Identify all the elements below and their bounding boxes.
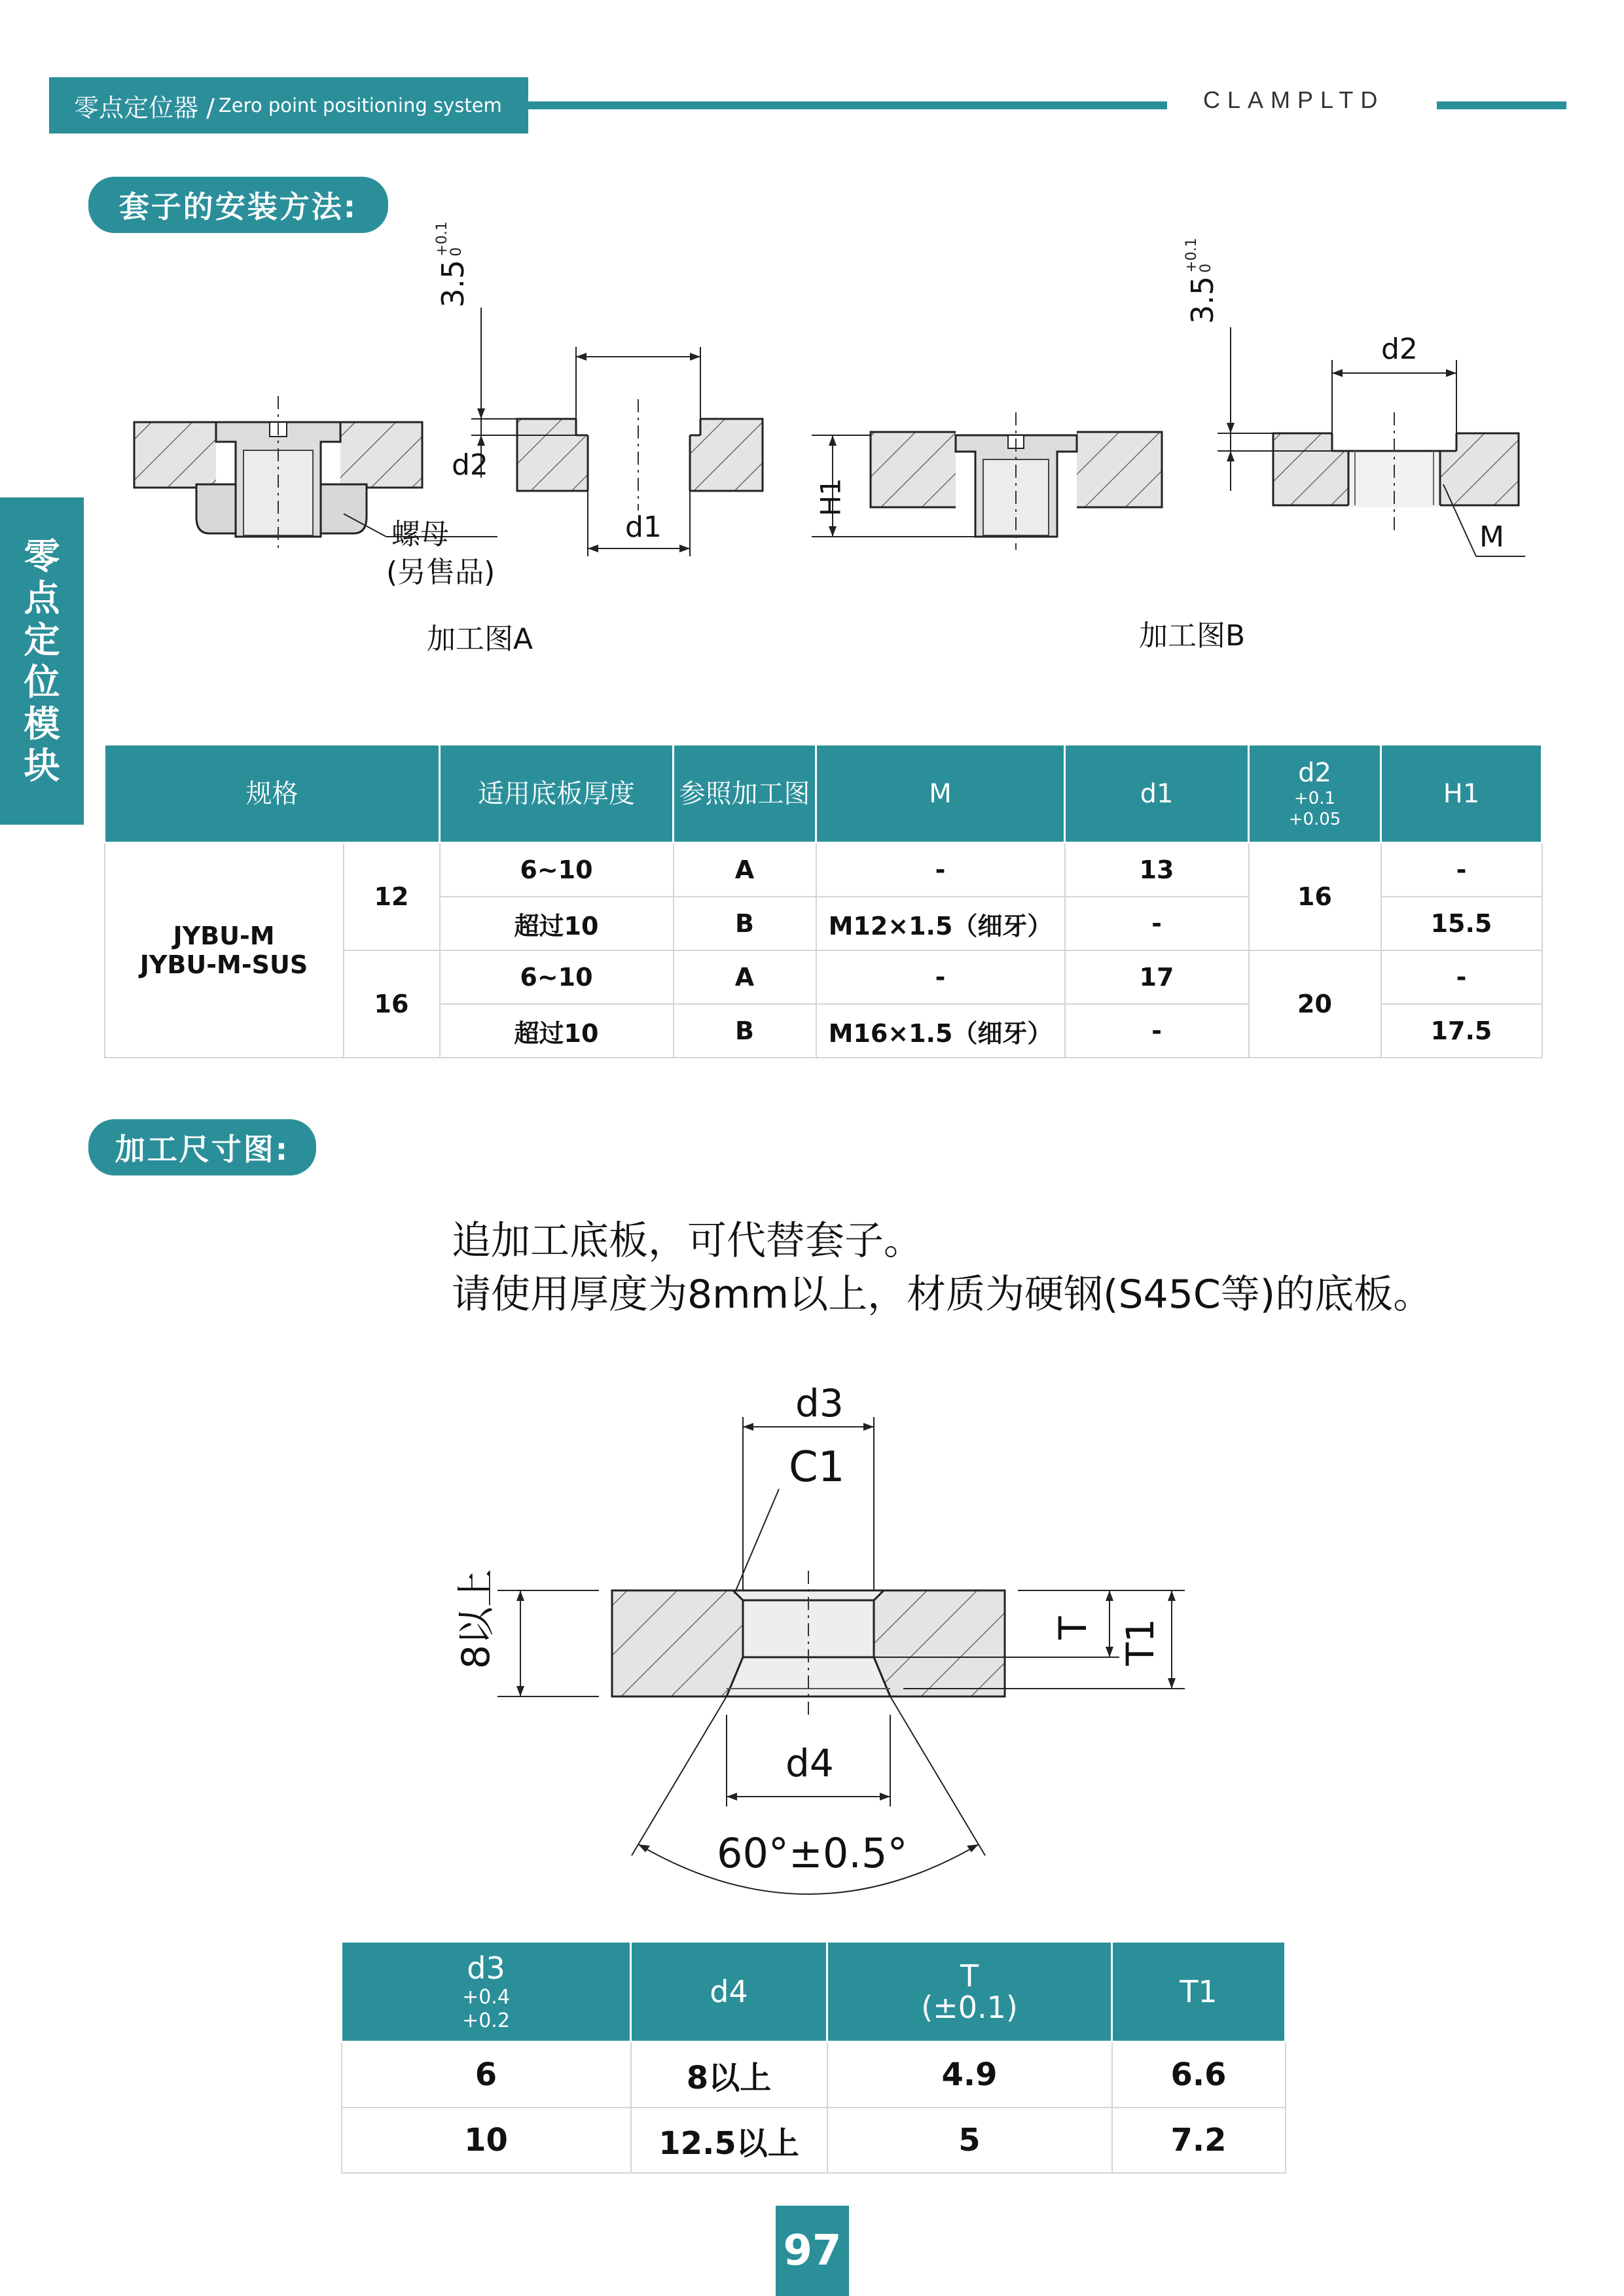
figC-label-angle: 60°±0.5° bbox=[717, 1829, 908, 1877]
side-tab-char: 定 bbox=[24, 619, 60, 661]
size-cell: 12 bbox=[344, 843, 440, 951]
figC-label-t: T bbox=[1051, 1616, 1095, 1640]
side-tab-char: 位 bbox=[24, 661, 60, 703]
h1-cell: - bbox=[1381, 950, 1542, 1004]
header-title-en: Zero point positioning system bbox=[218, 94, 502, 117]
m-cell: M16×1.5（细牙） bbox=[816, 1004, 1065, 1058]
m-cell: - bbox=[816, 843, 1065, 897]
t1-cell: 7.2 bbox=[1112, 2108, 1286, 2173]
figB-label-m: M bbox=[1479, 520, 1504, 554]
figC-label-c1: C1 bbox=[789, 1443, 845, 1492]
ref-cell: A bbox=[674, 843, 816, 897]
figC-label-d3: d3 bbox=[795, 1381, 844, 1426]
d1-cell: - bbox=[1065, 897, 1249, 950]
header-rule-right bbox=[1437, 101, 1566, 109]
h1-cell: 15.5 bbox=[1381, 897, 1542, 950]
d3-cell: 10 bbox=[342, 2108, 631, 2173]
spec-table bbox=[103, 744, 1543, 1058]
d1-cell: - bbox=[1065, 1004, 1249, 1058]
d2-cell: 16 bbox=[1249, 843, 1381, 951]
side-tab-char: 点 bbox=[24, 577, 60, 619]
d3-cell: 6 bbox=[342, 2042, 631, 2108]
side-tab-char: 模 bbox=[24, 703, 60, 745]
d4-cell: 8以上 bbox=[631, 2042, 827, 2108]
figA-label-nut-note: (另售品) bbox=[386, 556, 496, 589]
note-line-2: 请使用厚度为8mm以上，材质为硬钢(S45C等)的底板。 bbox=[452, 1272, 1433, 1318]
t-cell: 5 bbox=[827, 2108, 1112, 2173]
d1-cell: 17 bbox=[1065, 950, 1249, 1004]
model-cell: JYBU-M JYBU-M-SUS bbox=[105, 843, 344, 1058]
m-cell: M12×1.5（细牙） bbox=[816, 897, 1065, 950]
thickness-cell: 6~10 bbox=[440, 950, 674, 1004]
ref-cell: B bbox=[674, 1004, 816, 1058]
figB-caption: 加工图B bbox=[1139, 619, 1246, 653]
header-title-cn: 零点定位器 / bbox=[74, 93, 215, 122]
figB-label-d2: d2 bbox=[1381, 332, 1418, 366]
note-line-1: 追加工底板，可代替套子。 bbox=[452, 1218, 923, 1264]
install-diagrams bbox=[0, 288, 1624, 681]
figB-label-h1: H1 bbox=[814, 478, 847, 516]
figB-depth-dim: 3.5 +0.1 0 bbox=[1183, 238, 1220, 324]
figA-bore bbox=[471, 308, 763, 556]
th-d1: d1 bbox=[1065, 745, 1249, 843]
figC-label-thickness: 8以上 bbox=[454, 1569, 498, 1669]
figA-caption: 加工图A bbox=[427, 622, 533, 656]
section-title-machining: 加工尺寸图: bbox=[88, 1119, 316, 1175]
t1-cell: 6.6 bbox=[1112, 2042, 1286, 2108]
h1-cell: - bbox=[1381, 843, 1542, 897]
side-tab-char: 块 bbox=[24, 745, 60, 787]
th-t: T (±0.1) bbox=[827, 1942, 1112, 2042]
brand-name: CLAMPLTD bbox=[1203, 86, 1385, 113]
th-d4: d4 bbox=[631, 1942, 827, 2042]
spec-table-header bbox=[105, 745, 1542, 843]
d4-cell: 12.5以上 bbox=[631, 2108, 827, 2173]
thickness-cell: 超过10 bbox=[440, 1004, 674, 1058]
th-d3: d3 +0.4 +0.2 bbox=[342, 1942, 631, 2042]
header-title-box bbox=[49, 77, 528, 134]
figB-assembly bbox=[812, 412, 1162, 550]
h1-cell: 17.5 bbox=[1381, 1004, 1542, 1058]
table-row bbox=[342, 2042, 1286, 2108]
th-h1: H1 bbox=[1381, 745, 1542, 843]
t-cell: 4.9 bbox=[827, 2042, 1112, 2108]
side-tab-char: 零 bbox=[24, 535, 60, 577]
table-row bbox=[105, 843, 1542, 897]
figC-label-d4: d4 bbox=[785, 1741, 834, 1785]
figA-label-d2: d2 bbox=[452, 448, 488, 482]
figA-label-nut: 螺母 bbox=[391, 518, 449, 551]
header-rule-left bbox=[528, 101, 1167, 109]
machining-note bbox=[452, 1214, 1432, 1321]
th-thickness: 适用底板厚度 bbox=[440, 745, 674, 843]
figA-depth-dim: 3.5 +0.1 0 bbox=[434, 221, 471, 308]
figC-label-t1: T1 bbox=[1118, 1618, 1163, 1666]
dimension-table bbox=[340, 1941, 1286, 2174]
figA-label-d1: d1 bbox=[625, 511, 662, 544]
dim-table-header bbox=[342, 1942, 1286, 2042]
size-cell: 16 bbox=[344, 950, 440, 1058]
th-d2: d2 +0.1 +0.05 bbox=[1249, 745, 1381, 843]
thickness-cell: 超过10 bbox=[440, 897, 674, 950]
thickness-cell: 6~10 bbox=[440, 843, 674, 897]
page-number: 97 bbox=[776, 2206, 849, 2296]
th-ref: 参照加工图 bbox=[674, 745, 816, 843]
m-cell: - bbox=[816, 950, 1065, 1004]
d2-cell: 20 bbox=[1249, 950, 1381, 1058]
ref-cell: B bbox=[674, 897, 816, 950]
d1-cell: 13 bbox=[1065, 843, 1249, 897]
ref-cell: A bbox=[674, 950, 816, 1004]
table-row bbox=[342, 2108, 1286, 2173]
th-spec: 规格 bbox=[105, 745, 440, 843]
section-title-install: 套子的安装方法: bbox=[88, 177, 388, 233]
th-m: M bbox=[816, 745, 1065, 843]
th-t1: T1 bbox=[1112, 1942, 1286, 2042]
